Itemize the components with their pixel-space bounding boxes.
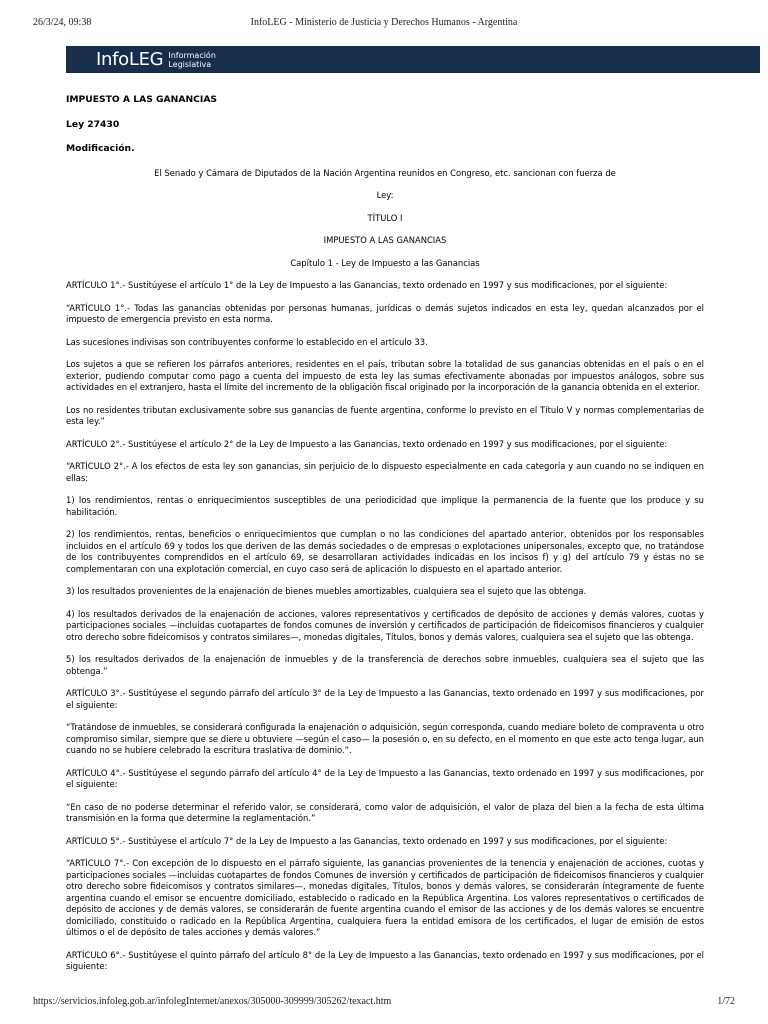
- article-paragraph: 1) los rendimientos, rentas o enriquecimientos susceptibles de una periodicidad que implique la permanencia de la fuente que los produce y su habilitación.: [66, 495, 704, 517]
- article-paragraph: Los no residentes tributan exclusivamente sobre sus ganancias de fuente argentina, conforme lo previsto en el Título V y normas complementarias de esta ley.”: [66, 404, 704, 426]
- logo-subtitle: [168, 51, 216, 69]
- page-number: 1/72: [717, 996, 735, 1007]
- article-paragraph: “ARTÍCULO 2°.- A los efectos de esta ley son ganancias, sin perjuicio de lo dispuesto especialmente en cada categoría y aun cuando no se indiquen en ellas:: [66, 461, 704, 483]
- article-paragraph: “Tratándose de inmuebles, se considerará configurada la enajenación o adquisición, según corresponda, cuando mediare boleto de compraventa u otro compromiso similar, siempre que se diere u obtuviere —según el caso— la posesión o, en su defecto, en el momento en que este acto tenga lugar, aun cuando no se hubiere celebrado la escritura traslativa de dominio.”.: [66, 722, 704, 755]
- article-paragraph: 2) los rendimientos, rentas, beneficios o enriquecimientos que cumplan o no las condiciones del apartado anterior, obtenidos por los responsables incluidos en el artículo 69 y todos los que deriven de las demás sociedades o de empresas o explotaciones unipersonales, excepto que, no tratándose de los contribuyentes comprendidos en el artículo 69, se desarrollaran actividades indicadas en los incisos f) y g) del artículo 79 y éstas no se complementaran con una explotación comercial, en cuyo caso será de aplicación lo dispuesto en el apartado anterior.: [66, 529, 704, 574]
- article-paragraph: Las sucesiones indivisas son contribuyentes conforme lo establecido en el artículo 33.: [66, 336, 428, 347]
- article-paragraph: 5) los resultados derivados de la enajenación de inmuebles y de la transferencia de derechos sobre inmuebles, cualquiera sea el sujeto que las obtenga.”: [66, 654, 704, 676]
- article-paragraph: ARTÍCULO 2°.- Sustitúyese el artículo 2° de la Ley de Impuesto a las Ganancias, texto ordenado en 1997 y sus modificaciones, por el siguiente:: [66, 438, 668, 449]
- article-paragraph: ARTÍCULO 6°.- Sustitúyese el quinto párrafo del artículo 8° de la Ley de Impuesto a las Ganancias, texto ordenado en 1997 y sus modificaciones, por el siguiente:: [66, 949, 704, 971]
- article-paragraph: ARTÍCULO 4°.- Sustitúyese el segundo párrafo del artículo 4° de la Ley de Impuesto a las Ganancias, texto ordenado en 1997 y sus modificaciones, por el siguiente:: [66, 767, 704, 789]
- print-datetime: 26/3/24, 09:38: [33, 17, 92, 28]
- article-paragraph: “ARTÍCULO 1°.- Todas las ganancias obtenidas por personas humanas, jurídicas o demás sujetos indicados en esta ley, quedan alcanzados por el impuesto de emergencia previsto en esta norma.: [66, 302, 704, 324]
- document-body: [66, 94, 704, 984]
- logo-subtitle-line1: Información: [168, 50, 216, 60]
- article-paragraph: ARTÍCULO 1°.- Sustitúyese el artículo 1° de la Ley de Impuesto a las Ganancias, texto ordenado en 1997 y sus modificaciones, por el siguiente:: [66, 280, 668, 290]
- document-heading: IMPUESTO A LAS GANANCIAS: [66, 94, 218, 105]
- capitulo-label: Capítulo 1 - Ley de Impuesto a las Ganancias: [290, 257, 480, 268]
- print-page-title: InfoLEG - Ministerio de Justicia y Derechos Humanos - Argentina: [250, 17, 518, 28]
- infoleg-logo[interactable]: [96, 48, 216, 70]
- article-paragraph: “ARTÍCULO 7°.- Con excepción de lo dispuesto en el párrafo siguiente, las ganancias provenientes de la tenencia y enajenación de acciones, cuotas y participaciones sociales —incluidas cuotapartes de fondos Comunes de inversión y certificados de participación de fideicomisos financieros y cualquier otro derecho sobre fideicomisos y contratos similares—, monedas digitales, Títulos, bonos y demás valores, se considerarán íntegramente de fuente argentina cuando el emisor se encuentre domiciliado, establecido o radicado en la República Argentina. Los valores representativos o certificados de depósito de acciones y de demás valores, se considerarán de fuente argentina cuando el emisor de las acciones y de los demás valores se encuentre domiciliado, constituido o radicado en la República Argentina, cualquiera fuera la entidad emisora de los certificados, el lugar de emisión de estos últimos o el de depósito de tales acciones y demás valores.”: [66, 858, 704, 937]
- article-paragraph: ARTÍCULO 3°.- Sustitúyese el segundo párrafo del artículo 3° de la Ley de Impuesto a las Ganancias, texto ordenado en 1997 y sus modificaciones, por el siguiente:: [66, 688, 704, 710]
- logo-subtitle-line2: Legislativa: [168, 59, 212, 69]
- titulo-label: TÍTULO I: [367, 212, 403, 223]
- article-paragraph: ARTÍCULO 5°.- Sustitúyese el artículo 7° de la Ley de Impuesto a las Ganancias, texto ordenado en 1997 y sus modificaciones, por el siguiente:: [66, 835, 668, 846]
- titulo-name: IMPUESTO A LAS GANANCIAS: [323, 235, 447, 245]
- article-paragraph: 4) los resultados derivados de la enajenación de acciones, valores representativos y certificados de depósito de acciones y demás valores, cuotas y participaciones sociales —incluidas cuotapartes de fondos comunes de inversión y certificados de participación de fideicomisos financieros y cualquier otro derecho sobre fideicomisos y contratos similares—, monedas digitales, Títulos, bonos y demás valores, cualquiera sea el sujeto que las obtenga.: [66, 608, 704, 642]
- article-paragraph: 3) los resultados provenientes de la enajenación de bienes muebles amortizables, cualquiera sea el sujeto que las obtenga.: [66, 586, 587, 596]
- article-paragraph: “En caso de no poderse determinar el referido valor, se considerará, como valor de adquisición, el valor de plaza del bien a la fecha de esta última transmisión en la forma que determine la reglamentación.”: [66, 801, 704, 823]
- law-number: Ley 27430: [66, 118, 120, 130]
- law-modification: Modificación.: [66, 143, 135, 154]
- enactment-clause: El Senado y Cámara de Diputados de la Nación Argentina reunidos en Congreso, etc. sancionan con fuerza de: [154, 167, 616, 178]
- logo-wordmark: InfoLEG: [96, 48, 164, 70]
- print-footer: [33, 996, 735, 1010]
- print-header: [33, 17, 735, 31]
- article-paragraphs: [66, 280, 704, 973]
- ley-label: Ley:: [376, 190, 394, 200]
- print-url: https://servicios.infoleg.gob.ar/infolegInternet/anexos/305000-309999/305262/texact.htm: [33, 996, 392, 1007]
- infoleg-banner: [66, 46, 760, 73]
- article-paragraph: Los sujetos a que se refieren los párrafos anteriores, residentes en el país, tributan sobre la totalidad de sus ganancias obtenidas en el país o en el exterior, pudiendo computar como pago a cuenta del impuesto de esta ley las sumas efectivamente abonadas por impuestos análogos, sobre sus actividades en el extranjero, hasta el límite del incremento de la obligación fiscal originado por la incorporación de la ganancia obtenida en el exterior.: [66, 359, 704, 392]
